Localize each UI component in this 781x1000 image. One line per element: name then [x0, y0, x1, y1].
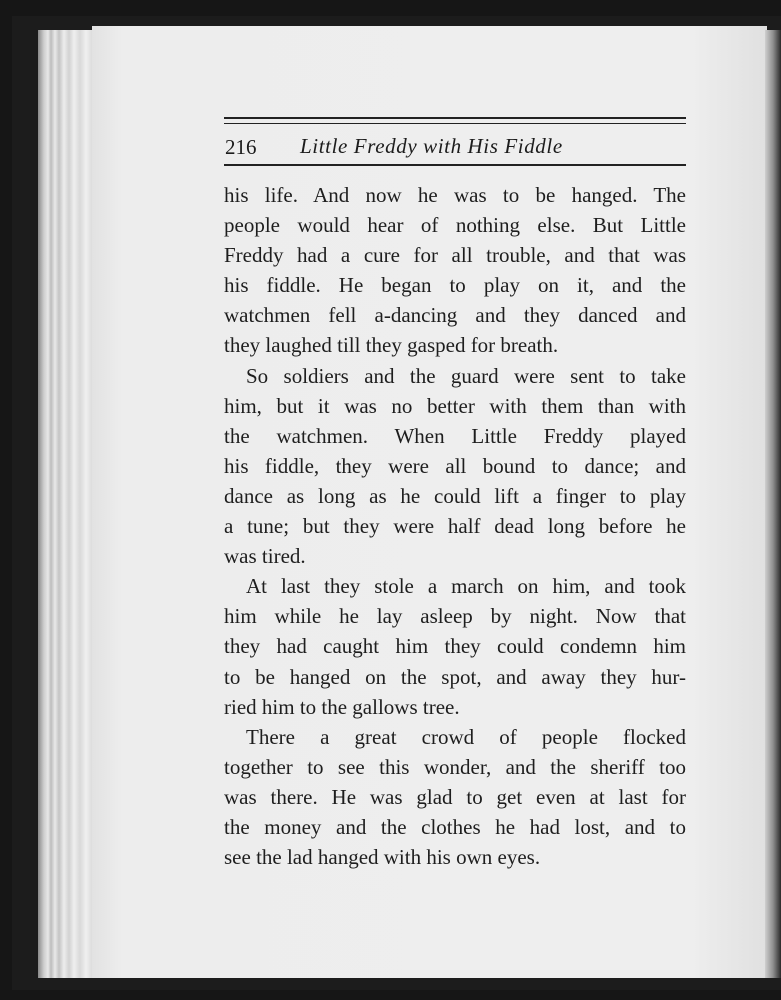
page-header [224, 131, 686, 165]
text-line: At last they stole a march on him, and took [246, 574, 686, 599]
text-line: There a great crowd of people flocked [246, 724, 686, 749]
page-stack-edges [38, 30, 96, 978]
text-line: they laughed till they gasped for breath. [224, 333, 559, 358]
running-title: Little Freddy with His Fiddle [300, 134, 563, 158]
page-number: 216 [225, 135, 257, 159]
text-line: to be hanged on the spot, and away they hur- [224, 664, 686, 689]
text-line: watchmen fell a-dancing and they danced and [224, 303, 686, 328]
header-bottom-rule [224, 164, 686, 166]
text-line: people would hear of nothing else. But Little [224, 213, 686, 238]
text-line: him while he lay asleep by night. Now that [224, 604, 686, 629]
text-line: the money and the clothes he had lost, and to [224, 814, 686, 839]
text-line: ried him to the gallows tree. [224, 694, 460, 719]
text-line: was there. He was glad to get even at last for [224, 784, 686, 809]
text-line: they had caught him they could condemn him [224, 634, 686, 659]
text-line: So soldiers and the guard were sent to take [246, 363, 686, 388]
text-line: the watchmen. When Little Freddy played [224, 423, 686, 448]
text-line: together to see this wonder, and the sheriff too [224, 754, 686, 779]
header-top-rule-thin [224, 123, 686, 124]
body-text [224, 180, 686, 872]
text-line: Freddy had a cure for all trouble, and that was [224, 243, 686, 268]
page-right-edge [765, 30, 781, 978]
text-line: his life. And now he was to be hanged. The [224, 183, 686, 207]
text-line: dance as long as he could lift a finger to play [224, 483, 686, 508]
text-line: his fiddle, they were all bound to dance; and [224, 453, 686, 478]
text-line: was tired. [224, 544, 306, 569]
text-line: a tune; but they were half dead long before he [224, 514, 686, 539]
text-line: see the lad hanged with his own eyes. [224, 845, 541, 870]
text-line: his fiddle. He began to play on it, and the [224, 273, 686, 298]
header-top-rule [224, 117, 686, 119]
text-line: him, but it was no better with them than with [224, 393, 686, 418]
